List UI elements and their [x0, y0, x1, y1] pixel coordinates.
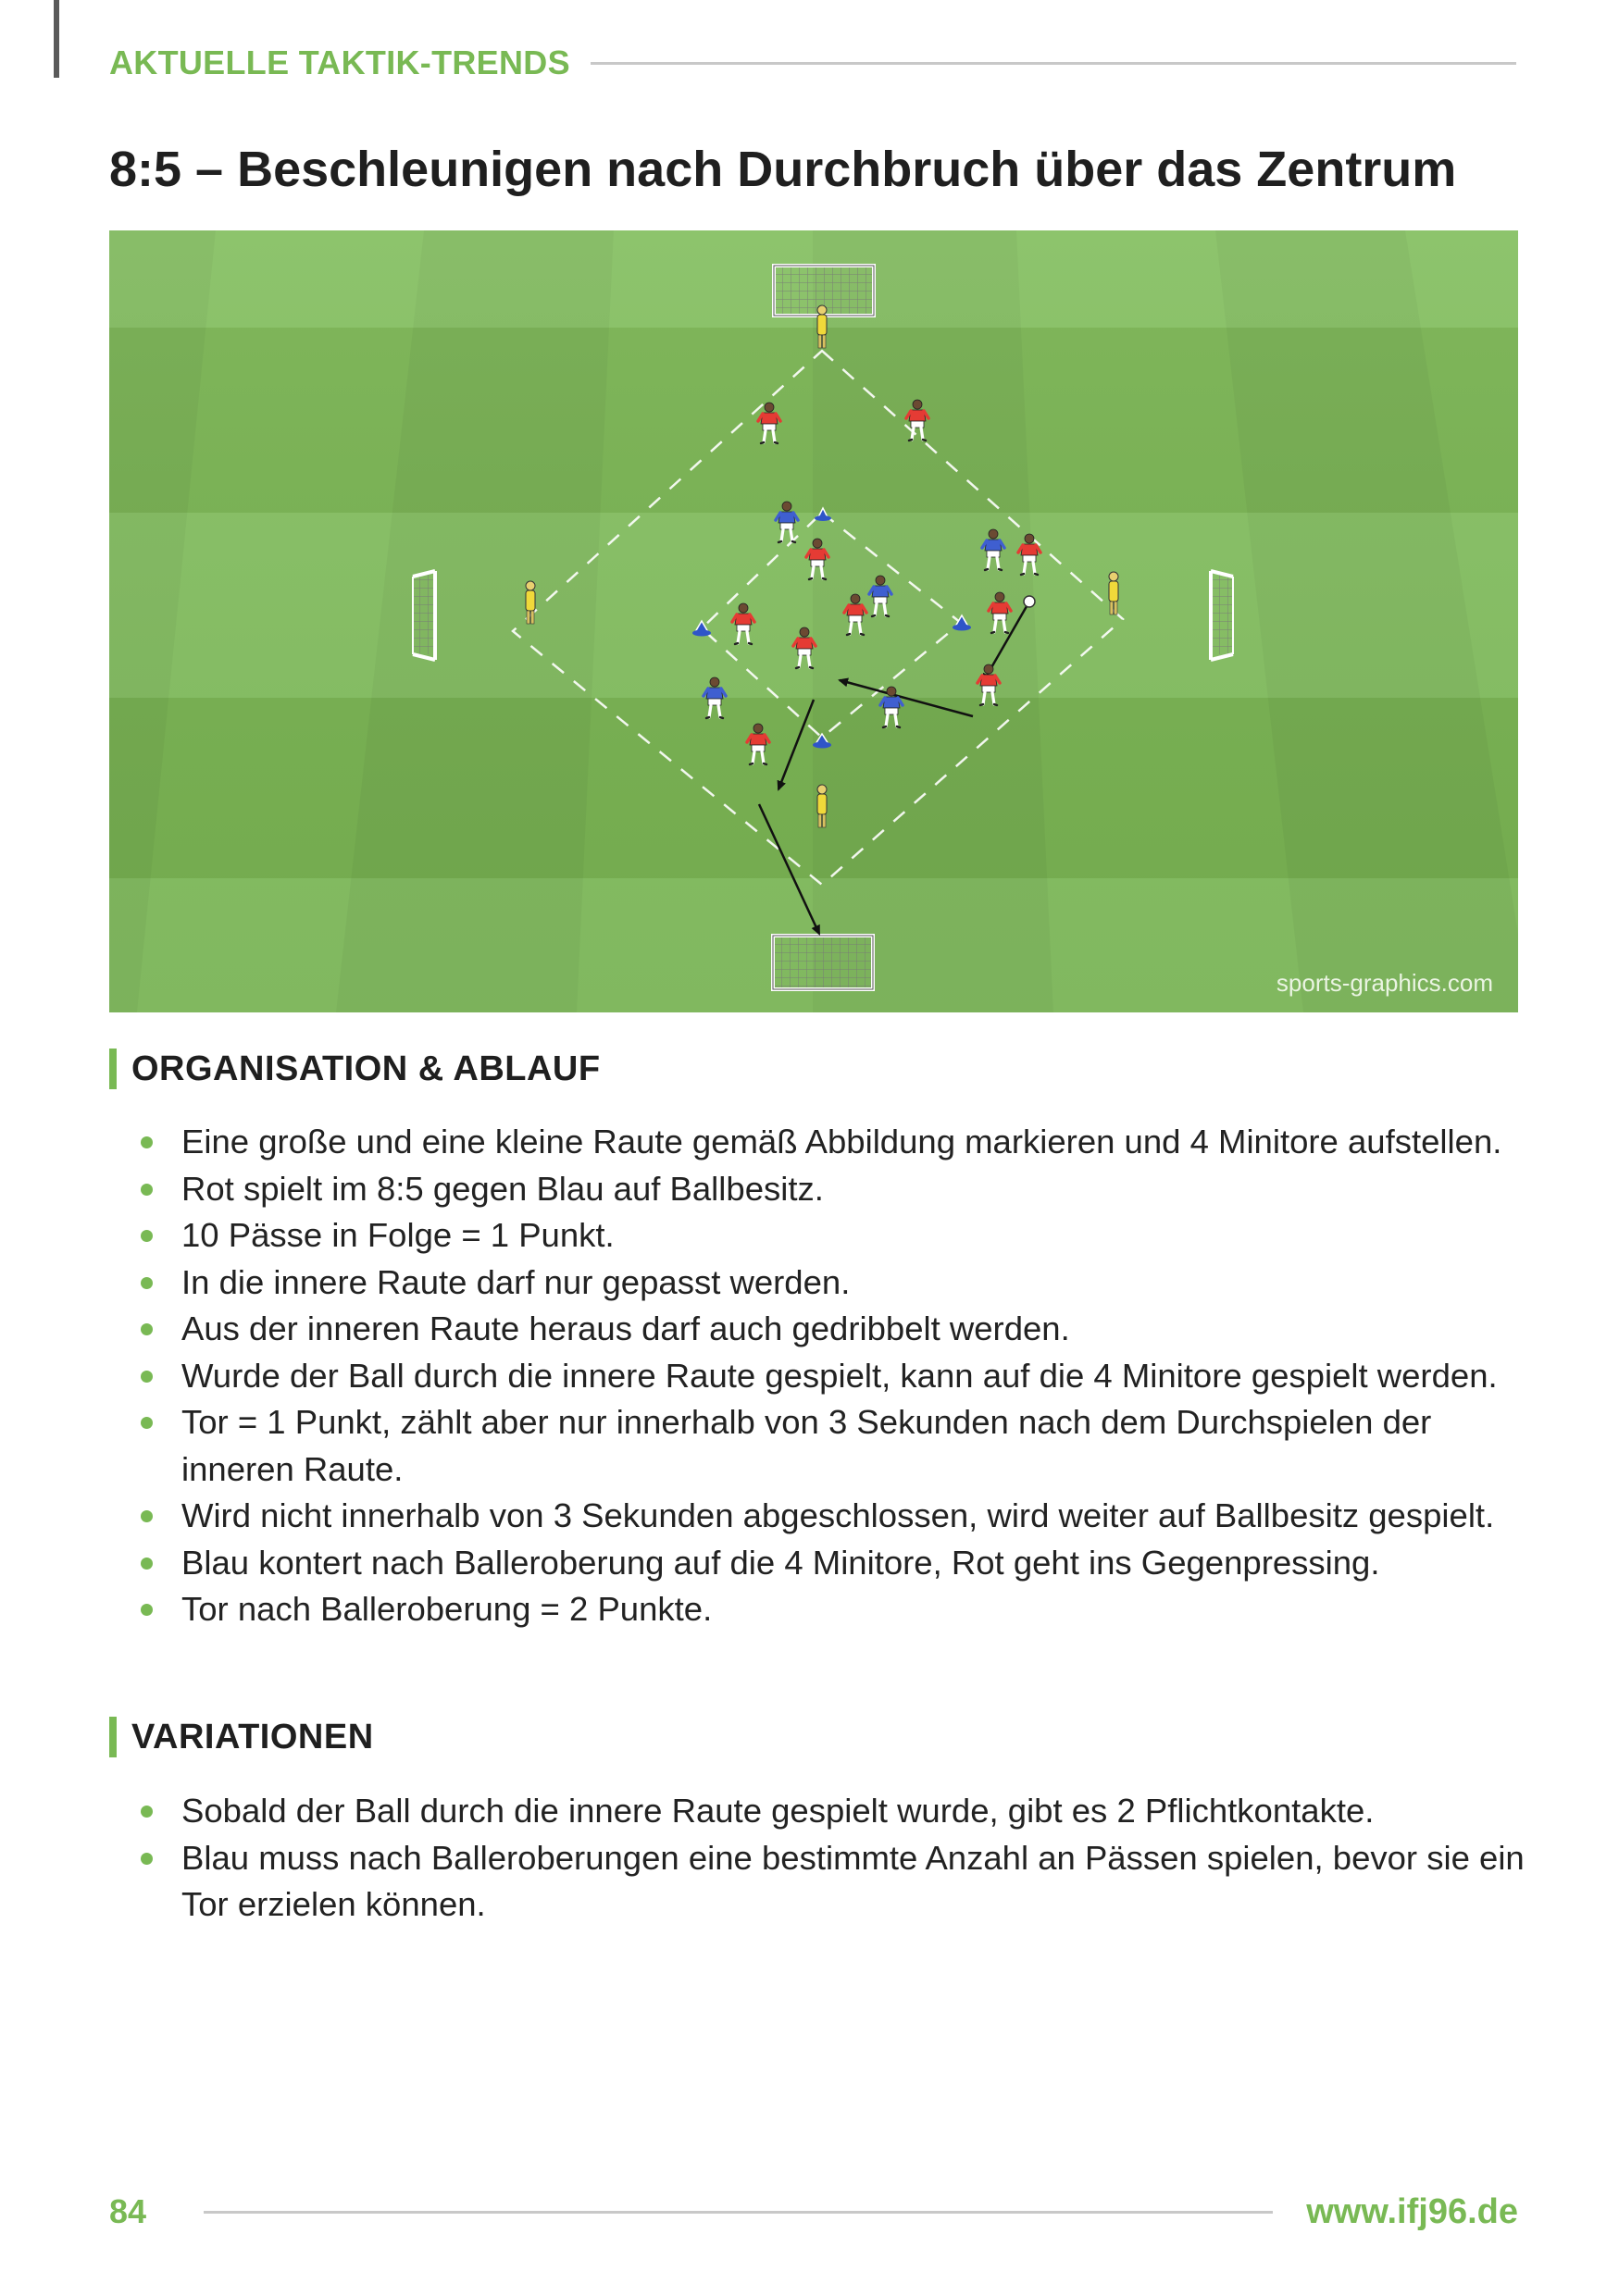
website-link[interactable]: www.ifj96.de — [1306, 2191, 1518, 2231]
list-item: Tor = 1 Punkt, zählt aber nur innerhalb von 3 Sekunden nach dem Durchspielen der inneren Raute. — [109, 1399, 1526, 1493]
page-number: 84 — [109, 2192, 147, 2230]
cone — [813, 742, 831, 749]
pitch-shading — [109, 230, 1518, 1012]
variations-list — [109, 1788, 1526, 1929]
page-footer — [109, 2184, 1518, 2240]
variations-heading — [109, 1714, 374, 1760]
list-item: Aus der inneren Raute heraus darf auch gedribbelt werden. — [109, 1306, 1526, 1353]
list-item: Blau muss nach Balleroberungen eine bestimmte Anzahl an Pässen spielen, bevor sie ein Tor erzielen können. — [109, 1835, 1526, 1929]
list-item: Wird nicht innerhalb von 3 Sekunden abgeschlossen, wird weiter auf Ballbesitz gespielt. — [109, 1493, 1526, 1540]
cone — [815, 515, 831, 521]
list-item: Sobald der Ball durch die innere Raute gespielt wurde, gibt es 2 Pflichtkontakte. — [109, 1788, 1526, 1835]
goal-right — [1211, 571, 1233, 660]
tactics-diagram — [109, 230, 1518, 1012]
cone — [692, 630, 711, 637]
list-item: In die innere Raute darf nur gepasst werden. — [109, 1260, 1526, 1307]
organisation-heading-text: ORGANISATION & ABLAUF — [131, 1049, 601, 1088]
goal-left — [413, 571, 435, 660]
list-item: Blau kontert nach Balleroberung auf die 4 Minitore, Rot geht ins Gegenpressing. — [109, 1540, 1526, 1587]
cone — [953, 625, 971, 631]
page-title: 8:5 – Beschleunigen nach Durchbruch über das Zentrum — [109, 142, 1457, 197]
left-margin-rule — [54, 0, 59, 78]
footer-divider — [204, 2211, 1273, 2214]
ball — [1024, 596, 1035, 607]
running-header — [109, 37, 1516, 89]
heading-accent-bar — [109, 1717, 117, 1757]
heading-accent-bar — [109, 1049, 117, 1089]
organisation-heading — [109, 1046, 601, 1092]
header-divider — [591, 62, 1516, 65]
list-item: Tor nach Balleroberung = 2 Punkte. — [109, 1586, 1526, 1633]
variations-heading-text: VARIATIONEN — [131, 1717, 374, 1756]
section-label: AKTUELLE TAKTIK-TRENDS — [109, 43, 570, 81]
organisation-list — [109, 1119, 1526, 1633]
list-item: 10 Pässe in Folge = 1 Punkt. — [109, 1212, 1526, 1260]
list-item: Wurde der Ball durch die innere Raute gespielt, kann auf die 4 Minitore gespielt werden. — [109, 1353, 1526, 1400]
diagram-credit: sports-graphics.com — [1276, 969, 1493, 997]
list-item: Eine große und eine kleine Raute gemäß Abbildung markieren und 4 Minitore aufstellen. — [109, 1119, 1526, 1166]
list-item: Rot spielt im 8:5 gegen Blau auf Ballbesitz. — [109, 1166, 1526, 1213]
goal-bottom — [773, 936, 873, 989]
